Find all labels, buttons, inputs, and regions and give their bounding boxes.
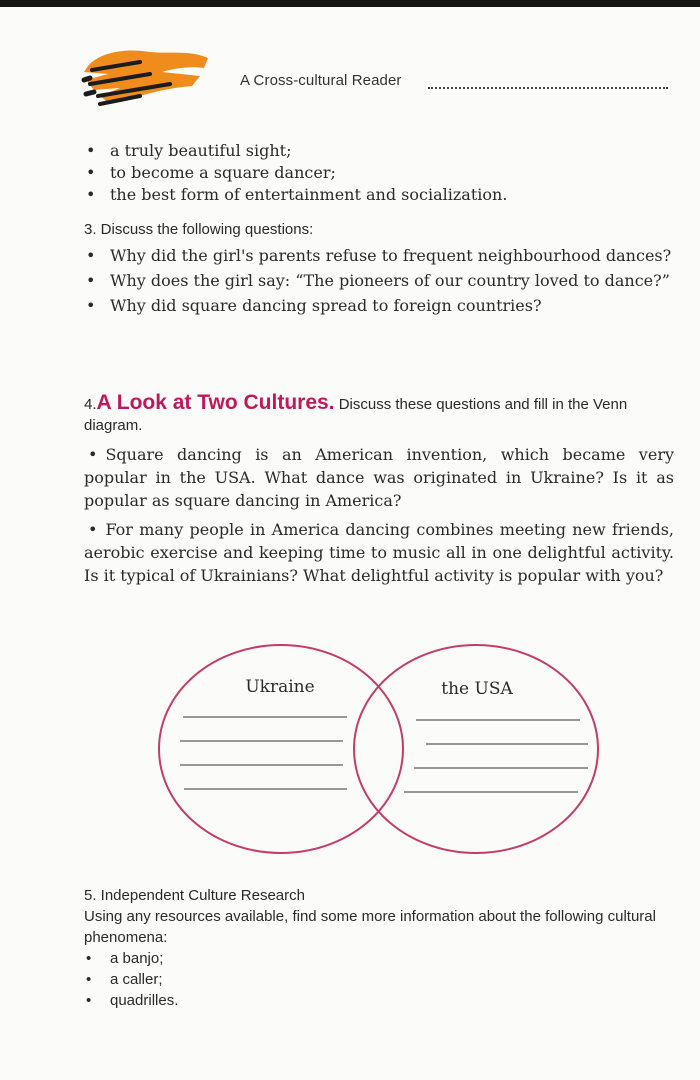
venn-diagram xyxy=(150,635,610,860)
paragraph-text: Square dancing is an American invention, which became very popular in the USA. What dance was originated in Ukraine? Is it as popular as square dancing in America? xyxy=(84,445,674,510)
top-edge xyxy=(0,0,700,7)
question-item: • Why did square dancing spread to foreign countries? xyxy=(84,295,674,317)
list-item: • quadrilles. xyxy=(84,990,674,1011)
venn-answer-lines-left xyxy=(180,717,347,789)
list-item: • a banjo; xyxy=(84,948,674,969)
top-bullet-list xyxy=(84,140,674,206)
paragraph-text: For many people in America dancing combines meeting new friends, aerobic exercise and keeping time to music all in one delightful activity. Is it typical of Ukrainians? What delightful activity is popular with you? xyxy=(84,520,674,585)
running-header xyxy=(80,44,680,110)
venn-label-ukraine: Ukraine xyxy=(245,677,315,697)
list-item: • the best form of entertainment and socialization. xyxy=(84,184,674,206)
venn-circle-right xyxy=(354,645,598,853)
reader-title: A Cross-cultural Reader xyxy=(240,72,402,89)
question-item: • Why did the girl's parents refuse to frequent neighbourhood dances? xyxy=(84,245,674,267)
venn-label-usa: the USA xyxy=(441,679,513,699)
paragraph: • For many people in America dancing combines meeting new friends, aerobic exercise and keeping time to music all in one delightful activity. Is it typical of Ukrainians? What delightful activity is popular with you? xyxy=(84,520,674,585)
question-item: • Why does the girl say: “The pioneers of our country loved to dance?” xyxy=(84,270,674,292)
task-5-heading: 5. Independent Culture Research xyxy=(84,887,305,904)
venn-answer-lines-right xyxy=(404,720,588,792)
task-4-title: A Look at Two Cultures. xyxy=(96,391,335,414)
task-5-instruction: Using any resources available, find some more information about the following cultural phenomena: xyxy=(84,908,656,946)
task-3 xyxy=(84,219,674,317)
paragraph: • Square dancing is an American invention, which became very popular in the USA. What dance was originated in Ukraine? Is it as popular as square dancing in America? xyxy=(84,445,674,510)
task-4-instruction: Discuss these questions and fill in the Venn diagram. xyxy=(84,396,628,434)
list-item: • a truly beautiful sight; xyxy=(84,140,674,162)
dotted-leader xyxy=(428,75,668,89)
task-5 xyxy=(84,885,674,1011)
list-item: • to become a square dancer; xyxy=(84,162,674,184)
task-4-heading xyxy=(84,392,674,436)
task-4-number: 4. xyxy=(84,396,97,413)
task-3-heading: 3. Discuss the following questions: xyxy=(84,221,314,238)
task-4 xyxy=(84,392,674,587)
list-item: • a caller; xyxy=(84,969,674,990)
brush-stroke-logo xyxy=(80,44,220,110)
